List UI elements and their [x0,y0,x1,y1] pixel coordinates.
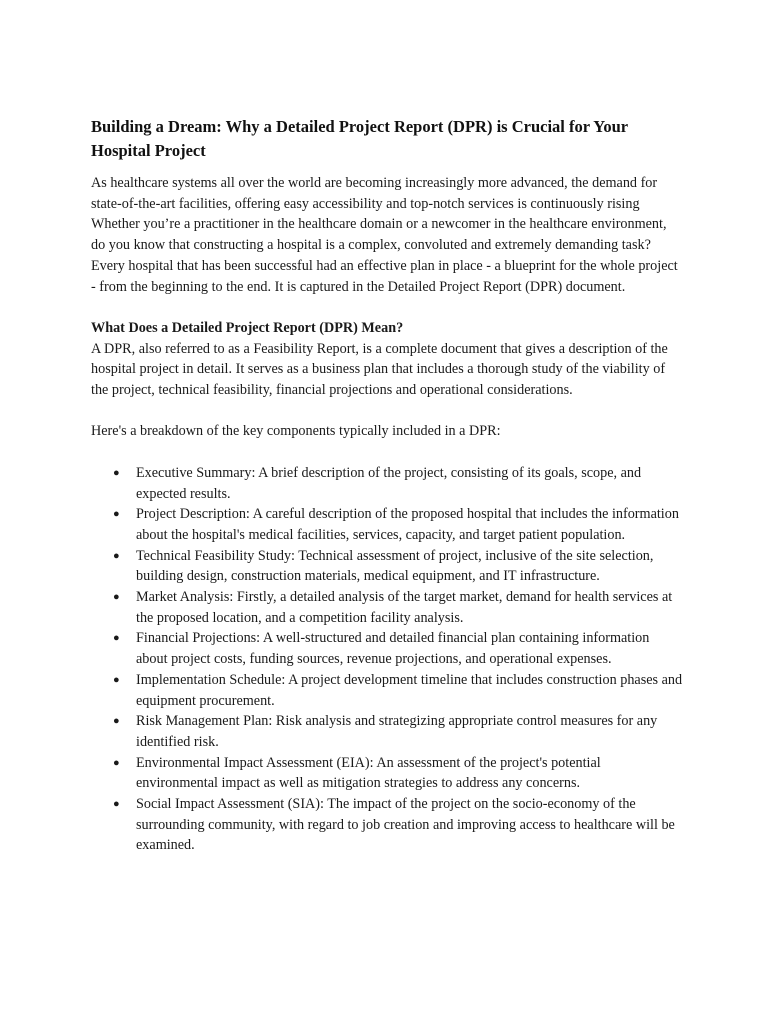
spacer [91,297,683,318]
list-item-text: Risk Management Plan: Risk analysis and strategizing appropriate control measures for any identified risk. [136,713,658,750]
list-intro: Here's a breakdown of the key components typically included in a DPR: [91,423,501,440]
spacer [91,401,683,422]
components-list [91,463,683,856]
bullet-icon: ● [113,549,120,562]
list-item [91,587,683,628]
bullet-icon: ● [113,466,120,479]
list-item-text: Market Analysis: Firstly, a detailed analysis of the target market, demand for health services at the proposed location, and a competition facility analysis. [136,589,673,626]
list-item-text: Project Description: A careful description of the proposed hospital that includes the information about the hospital's medical facilities, services, capacity, and target patient population. [136,506,679,543]
bullet-icon: ● [113,798,120,811]
section-heading: What Does a Detailed Project Report (DPR) Mean? [91,319,404,336]
list-item [91,463,683,504]
spacer [91,442,683,463]
list-item-text: Social Impact Assessment (SIA): The impact of the project on the socio-economy of the surrounding community, with regard to job creation and improving access to healthcare will be examined. [136,796,675,854]
bullet-icon: ● [113,591,120,604]
list-item-text: Executive Summary: A brief description of the project, consisting of its goals, scope, and expected results. [136,464,642,502]
list-item [91,711,683,752]
document-title: Building a Dream: Why a Detailed Project Report (DPR) is Crucial for Your Hospital Project [91,117,628,160]
list-item-text: Financial Projections: A well-structured and detailed financial plan containing information about project costs, funding sources, revenue projections, and operational expenses. [136,630,650,668]
list-item [91,628,683,669]
document-page [91,115,683,856]
bullet-icon: ● [113,508,120,521]
bullet-icon: ● [113,673,120,686]
intro-paragraph: As healthcare systems all over the world are becoming increasingly more advanced, the demand for state-of-the-art facilities, offering easy accessibility and top-notch services is continuously rising Whether you’re a practitioner in the healthcare domain or a newcomer in the healthcare environment, do you know that constructing a hospital is a complex, convoluted and extremely demanding task? Every hospital that has been successful had an effective plan in place - a blueprint for the whole project - from the beginning to the end. It is captured in the Detailed Project Report (DPR) document. [91,175,678,295]
bullet-icon: ● [113,715,120,728]
list-item-text: Technical Feasibility Study: Technical assessment of project, inclusive of the site selection, building design, construction materials, medical equipment, and IT infrastructure. [136,547,654,585]
bullet-icon: ● [113,632,120,645]
list-item [91,504,683,545]
list-item [91,670,683,711]
list-item-text: Implementation Schedule: A project development timeline that includes construction phases and equipment procurement. [136,671,683,709]
list-item [91,794,683,856]
list-item [91,546,683,587]
section-paragraph: A DPR, also referred to as a Feasibility Report, is a complete document that gives a description of the hospital project in detail. It serves as a business plan that includes a thorough study of the viability of the project, technical feasibility, financial projections and operational considerations. [91,340,668,399]
bullet-icon: ● [113,756,120,769]
list-item-text: Environmental Impact Assessment (EIA): An assessment of the project's potential environmental impact as well as mitigation strategies to address any concerns. [136,754,601,792]
list-item [91,753,683,794]
